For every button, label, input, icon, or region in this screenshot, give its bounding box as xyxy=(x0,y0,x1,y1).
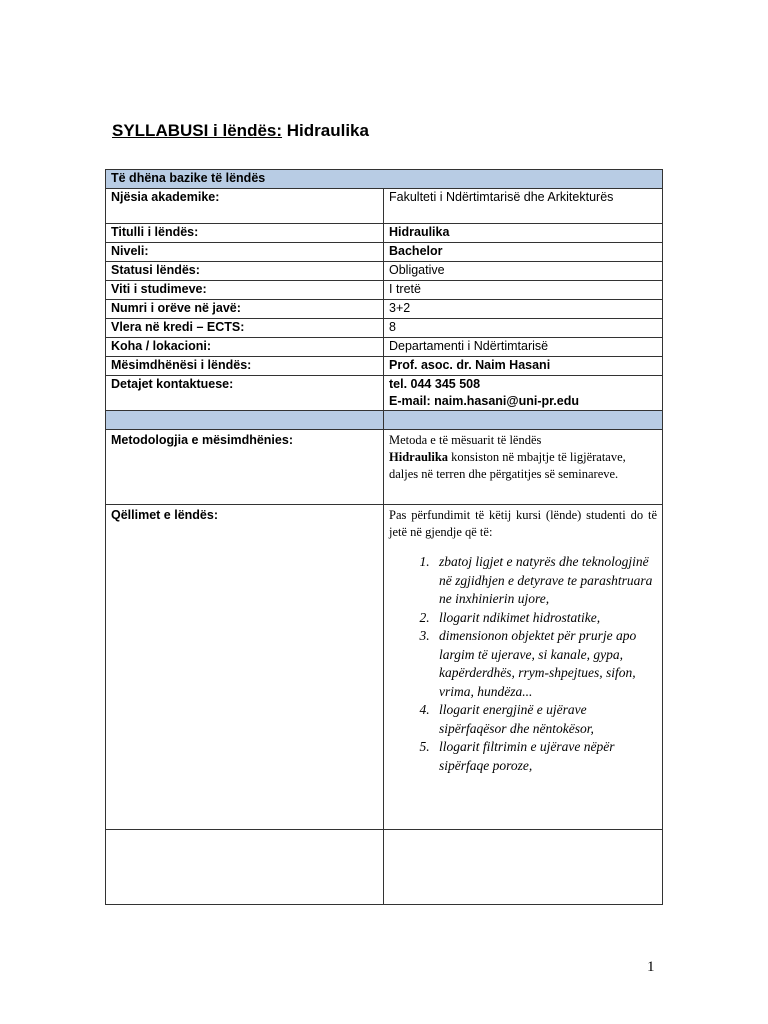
separator-cell xyxy=(106,411,384,430)
row-label: Detajet kontaktuese: xyxy=(106,376,384,411)
table-row xyxy=(106,224,663,243)
contact-cell xyxy=(384,376,663,411)
page-number: 1 xyxy=(647,959,655,975)
row-value: 8 xyxy=(384,319,663,338)
row-value: Hidraulika xyxy=(384,224,663,243)
list-item: 2. llogarit ndikimet hidrostatike, xyxy=(433,609,657,628)
table-row xyxy=(106,505,663,830)
contact-email: E-mail: naim.hasani@uni-pr.edu xyxy=(389,394,579,408)
methodology-course-name: Hidraulika xyxy=(389,450,449,464)
row-label: Titulli i lëndës: xyxy=(106,224,384,243)
methodology-label: Metodologjia e mësimdhënies: xyxy=(106,430,384,505)
table-row xyxy=(106,262,663,281)
table-row xyxy=(106,376,663,411)
separator-cell xyxy=(384,411,663,430)
goals-cell xyxy=(384,505,663,830)
table-row xyxy=(106,189,663,224)
table-row xyxy=(106,319,663,338)
row-label: Niveli: xyxy=(106,243,384,262)
contact-phone: tel. 044 345 508 xyxy=(389,377,481,391)
goals-label: Qëllimet e lëndës: xyxy=(106,505,384,830)
table-row xyxy=(106,300,663,319)
list-item: 4. llogarit energjinë e ujërave sipërfaqësor dhe nëntokësor, xyxy=(433,701,657,738)
list-item: 1. zbatoj ligjet e natyrës dhe teknologjinë në zgjidhjen e detyrave te parashtruara ne inxhinierin ujore, xyxy=(433,553,657,609)
row-value: Prof. asoc. dr. Naim Hasani xyxy=(384,357,663,376)
document-title xyxy=(112,121,369,141)
row-label: Numri i orëve në javë: xyxy=(106,300,384,319)
methodology-text-start: Metoda e të mësuarit të lëndës xyxy=(389,433,542,447)
methodology-text-end: konsiston në mbajtje të ligjëratave, daljes në terren dhe përgatitjes së seminareve. xyxy=(389,450,626,481)
course-name: Hidraulika xyxy=(286,121,369,140)
list-item: 3. dimensionon objektet për prurje apo largim të ujerave, si kanale, gypa, kapërderdhës, rrym-shpejtues, sifon, vrima, hundëza... xyxy=(433,627,657,701)
empty-cell xyxy=(384,830,663,905)
table-row xyxy=(106,357,663,376)
row-label: Njësia akademike: xyxy=(106,189,384,224)
methodology-text xyxy=(384,430,663,505)
row-label: Mësimdhënësi i lëndës: xyxy=(106,357,384,376)
row-value: Bachelor xyxy=(384,243,663,262)
table-row xyxy=(106,338,663,357)
row-label: Vlera në kredi – ECTS: xyxy=(106,319,384,338)
title-prefix: SYLLABUSI i lëndës: xyxy=(112,121,283,140)
row-value: 3+2 xyxy=(384,300,663,319)
row-label: Statusi lëndës: xyxy=(106,262,384,281)
empty-cell xyxy=(106,830,384,905)
row-value: Departamenti i Ndërtimtarisë xyxy=(384,338,663,357)
goals-intro: Pas përfundimit të këtij kursi (lënde) studenti do të jetë në gjendje që të: xyxy=(389,508,657,539)
row-label: Viti i studimeve: xyxy=(106,281,384,300)
table-row xyxy=(106,430,663,505)
syllabus-table xyxy=(105,169,663,905)
list-item: 5. llogarit filtrimin e ujërave nëpër sipërfaqe poroze, xyxy=(433,738,657,775)
goals-list xyxy=(389,553,657,775)
table-row xyxy=(106,281,663,300)
blue-separator-row xyxy=(106,411,663,430)
table-row xyxy=(106,243,663,262)
table-header: Të dhëna bazike të lëndës xyxy=(106,170,663,189)
row-label: Koha / lokacioni: xyxy=(106,338,384,357)
row-value: Fakulteti i Ndërtimtarisë dhe Arkitekturës xyxy=(384,189,663,224)
row-value: I tretë xyxy=(384,281,663,300)
row-value: Obligative xyxy=(384,262,663,281)
table-header-row xyxy=(106,170,663,189)
empty-row xyxy=(106,830,663,905)
